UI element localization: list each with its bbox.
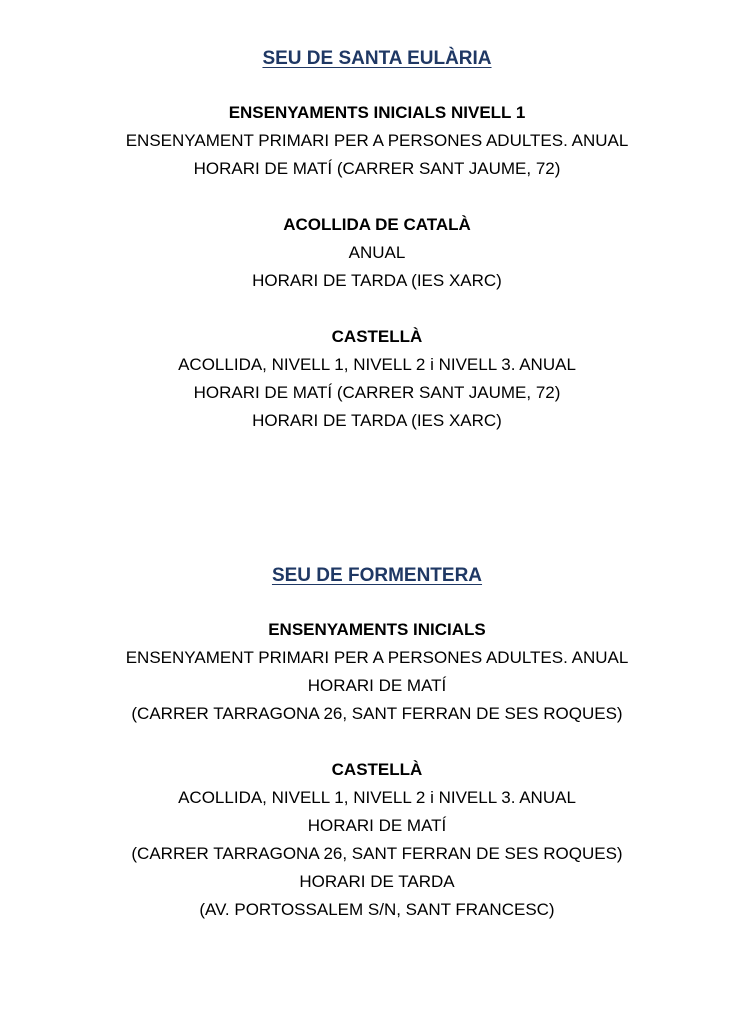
course-line: ANUAL [348,243,406,262]
course-line: HORARI DE MATÍ (CARRER SANT JAUME, 72) [193,159,561,178]
course-line: ACOLLIDA, NIVELL 1, NIVELL 2 i NIVELL 3. ANUAL [178,788,576,807]
course-line: HORARI DE MATÍ [307,676,447,695]
course-line: HORARI DE MATÍ [307,816,447,835]
seu-title: SEU DE SANTA EULÀRIA [262,48,492,69]
course-line: HORARI DE TARDA (IES XARC) [252,271,502,290]
course-line: HORARI DE TARDA (IES XARC) [252,411,502,430]
course-title: ACOLLIDA DE CATALÀ [283,215,471,234]
seu-santa-eularia [0,45,754,435]
course-line: ENSENYAMENT PRIMARI PER A PERSONES ADULTES. ANUAL [125,648,629,667]
course-ensenyaments-inicials-nivell-1 [0,99,754,183]
course-title: ENSENYAMENTS INICIALS [268,620,486,639]
course-title: CASTELLÀ [331,327,423,346]
course-line: ENSENYAMENT PRIMARI PER A PERSONES ADULTES. ANUAL [125,131,629,150]
course-ensenyaments-inicials [0,616,754,728]
course-title: ENSENYAMENTS INICIALS NIVELL 1 [228,103,526,122]
course-line: (CARRER TARRAGONA 26, SANT FERRAN DE SES ROQUES) [131,704,623,723]
course-castella [0,756,754,924]
course-castella [0,323,754,435]
course-line: HORARI DE MATÍ (CARRER SANT JAUME, 72) [193,383,561,402]
course-line: (CARRER TARRAGONA 26, SANT FERRAN DE SES ROQUES) [131,844,623,863]
course-title: CASTELLÀ [331,760,423,779]
seu-title: SEU DE FORMENTERA [271,565,483,586]
course-acollida-de-catala [0,211,754,295]
course-line: (AV. PORTOSSALEM S/N, SANT FRANCESC) [199,900,555,919]
course-line: ACOLLIDA, NIVELL 1, NIVELL 2 i NIVELL 3. ANUAL [178,355,576,374]
seu-formentera [0,562,754,924]
course-line: HORARI DE TARDA [299,872,455,891]
